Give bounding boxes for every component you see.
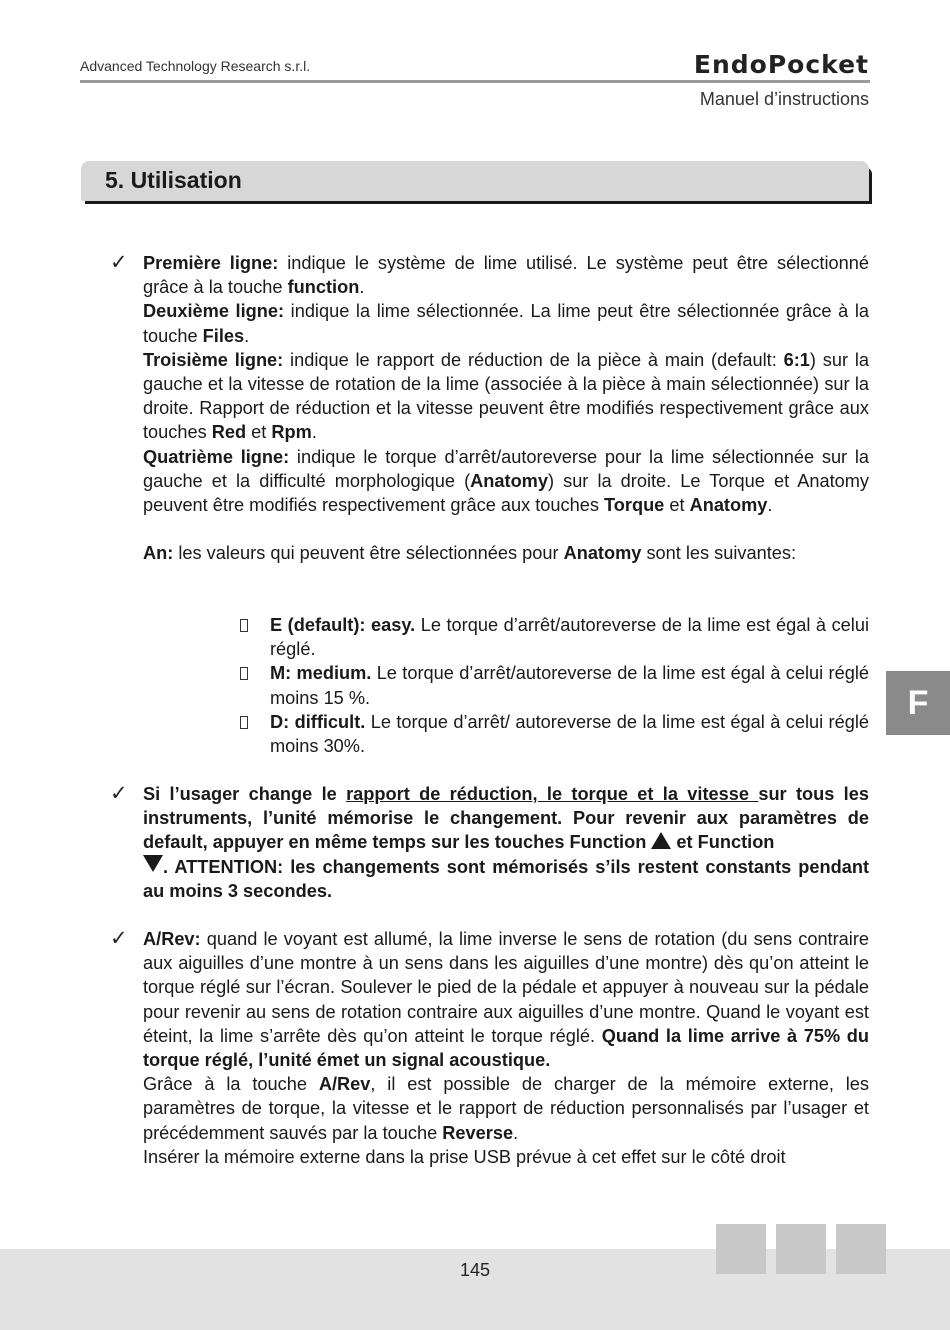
section-title: 5. Utilisation — [105, 167, 242, 193]
bullet-box-icon — [240, 619, 248, 632]
bullet-box-icon — [240, 667, 248, 680]
page-number: 145 — [459, 1260, 491, 1280]
first-line-paragraph: Première ligne: indique le système de lime utilisé. Le système peut être sélectionné grâce à la touche function. — [143, 253, 869, 298]
arrow-up-icon — [651, 832, 671, 849]
anatomy-options-list — [237, 613, 869, 758]
arev-paragraph: A/Rev: quand le voyant est allumé, la lime inverse le sens de rotation (du sens contraire aux aiguilles d’une montre à un sens dans les aiguilles d’une montre) dès qu’on atteint le torque réglé sur l’écran. Soulever le pied de la pédale et appuyer à nouveau sur la pédale pour revenir au sens de rotation contraire aux aiguilles d’une montre. Quand le voyant est éteint, la lime s’arrête dès qu’on atteint le torque réglé. Quand la lime arrive à 75% du torque réglé, l’unité émet un signal acoustique. Grâce à la touche A/Rev, il est possible de charger de la mémoire externe, les paramètres de torque, la vitesse et le rapport de réduction personnalisés par l’usager et précédemment sauvés par la touche Reverse. Insérer la mémoire externe dans la prise USB prévue à cet effet sur le côté droit — [143, 929, 869, 1167]
manual-title: Manuel d’instructions — [699, 89, 869, 109]
second-line-paragraph: Deuxième ligne: indique la lime sélectionnée. La lime peut être sélectionnée grâce à la touche Files. — [143, 301, 869, 346]
checkmark-icon: ✓ — [110, 251, 128, 274]
language-tab: F — [886, 671, 950, 735]
brand-logo: EndoPocket — [693, 50, 869, 79]
list-item: E (default): easy. Le torque d’arrêt/autoreverse de la lime est égal à celui réglé. — [237, 613, 869, 661]
checkmark-icon: ✓ — [110, 927, 128, 950]
checkmark-icon: ✓ — [110, 782, 128, 805]
anatomy-intro: An: les valeurs qui peuvent être sélectionnées pour Anatomy sont les suivantes: — [143, 543, 797, 564]
company-name: Advanced Technology Research s.r.l. — [80, 58, 311, 74]
list-item: D: difficult. Le torque d’arrêt/ autoreverse de la lime est égal à celui réglé moins 30%. — [237, 710, 869, 758]
header-rule — [80, 80, 870, 83]
arrow-down-icon — [143, 855, 163, 872]
list-item: M: medium. Le torque d’arrêt/autoreverse de la lime est égal à celui réglé moins 15 %. — [237, 661, 869, 709]
memory-change-paragraph: Si l’usager change le rapport de réduction, le torque et la vitesse sur tous les instruments, l’unité mémorise le changement. Pour revenir aux paramètres de default, appuyer en même temps sur les touches Function et Function . ATTENTION: les changements sont mémorisés s’ils restent constants pendant au moins 3 secondes. — [143, 784, 869, 901]
fourth-line-paragraph: Quatrième ligne: indique le torque d’arrêt/autoreverse pour la lime sélectionnée sur la gauche et la difficulté morphologique (Anatomy) sur la droite. Le Torque et Anatomy peuvent être modifiés respectivement grâce aux touches Torque et Anatomy. — [143, 446, 870, 516]
display-lines-description — [143, 251, 869, 565]
bullet-box-icon — [240, 716, 248, 729]
third-line-paragraph: Troisième ligne: indique le rapport de réduction de la pièce à main (default: 6:1) sur la gauche et la vitesse de rotation de la lime (associée à la pièce à main sélectionnée) sur la droite. Rapport de réduction et la vitesse peuvent être modifiés respectivement grâce aux touches Red et Rpm. — [143, 349, 869, 443]
